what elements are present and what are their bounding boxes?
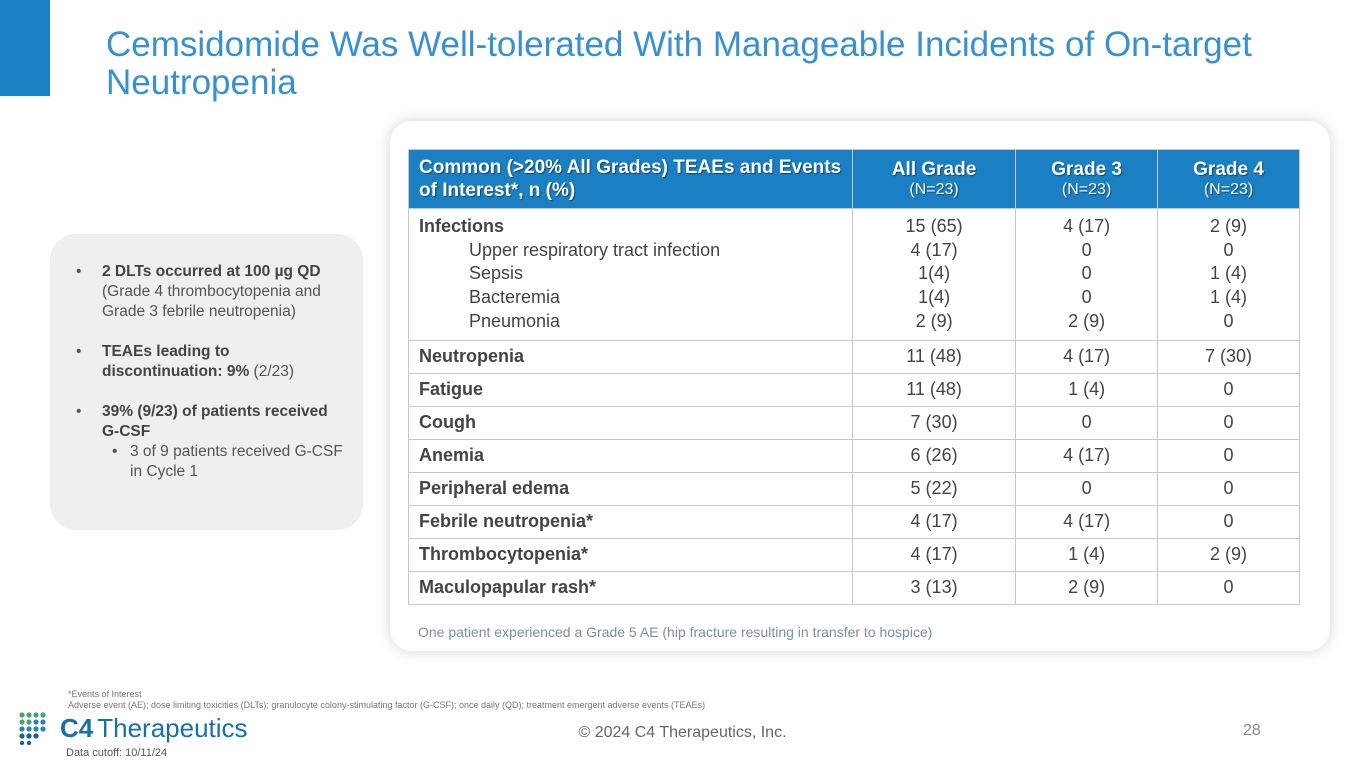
- cell-all-grade: 4 (17): [853, 538, 1016, 571]
- bullet-discontinuation: • TEAEs leading to discontinuation: 9% (2/23): [76, 343, 295, 380]
- header-grade-3-n: (N=23): [1061, 181, 1112, 198]
- slide-title: Cemsidomide Was Well-tolerated With Manageable Incidents of On-target Neutropenia: [106, 25, 1252, 102]
- events-of-interest-note: *Events of Interest: [68, 689, 142, 699]
- logo-c4-text: C4: [60, 712, 94, 743]
- abbreviations-note: Adverse event (AE); dose limiting toxicities (DLTs); granulocyte colony-stimulating factor (G-CSF); once daily (QD); treatment emergent adverse events (TEAEs): [68, 700, 706, 710]
- header-all-grade-n: (N=23): [909, 181, 959, 198]
- cell-all-grade: 6 (26): [853, 439, 1016, 472]
- key-findings-box: [50, 234, 363, 530]
- header-grade-4-n: (N=23): [1203, 181, 1254, 198]
- infections-grade-3-cell: 4 (17) 0 0 0 2 (9): [1016, 209, 1158, 341]
- row-label: Maculopapular rash*: [409, 571, 853, 604]
- cell-grade-4: 0: [1158, 373, 1300, 406]
- table-row: [409, 439, 1300, 472]
- teae-table-card: [390, 121, 1330, 651]
- cell-grade-3: 0: [1016, 472, 1158, 505]
- cell-all-grade: 11 (48): [853, 373, 1016, 406]
- infections-label-cell: Infections Upper respiratory tract infection Sepsis Bacteremia Pneumonia: [409, 209, 853, 341]
- table-row: [409, 406, 1300, 439]
- bullet-dlts: • 2 DLTs occurred at 100 µg QD (Grade 4 thrombocytopenia and Grade 3 febrile neutropenia): [76, 263, 321, 320]
- table-row: [409, 538, 1300, 571]
- bullet-dlts-text: (Grade 4 thrombocytopenia and Grade 3 febrile neutropenia): [102, 283, 321, 320]
- row-label: Fatigue: [409, 373, 853, 406]
- table-row: [409, 571, 1300, 604]
- sub-bullet-gcsf-cycle1: • 3 of 9 patients received G-CSF in Cycle 1: [112, 443, 343, 480]
- cell-grade-3: 4 (17): [1016, 439, 1158, 472]
- cell-grade-4: 2 (9): [1158, 538, 1300, 571]
- sub-bullet-gcsf-text: 3 of 9 patients received G-CSF in Cycle 1: [130, 443, 343, 480]
- table-row: [409, 505, 1300, 538]
- infections-grade-4-cell: 2 (9) 0 1 (4) 1 (4) 0: [1158, 209, 1300, 341]
- cell-all-grade: 3 (13): [853, 571, 1016, 604]
- cell-all-grade: 11 (48): [853, 340, 1016, 373]
- data-cutoff: Data cutoff: 10/11/24: [66, 747, 168, 759]
- row-label: Anemia: [409, 439, 853, 472]
- cell-all-grade: 4 (17): [853, 505, 1016, 538]
- bullet-gcsf-bold: 39% (9/23) of patients received G-CSF: [102, 403, 328, 440]
- table-row: [409, 472, 1300, 505]
- grade-5-note: One patient experienced a Grade 5 AE (hip fracture resulting in transfer to hospice): [418, 624, 933, 640]
- table-row: [409, 340, 1300, 373]
- cell-grade-3: 0: [1016, 406, 1158, 439]
- header-all-grade: All Grade (N=23): [853, 150, 1016, 209]
- row-label: Febrile neutropenia*: [409, 505, 853, 538]
- teae-table: [408, 149, 1300, 605]
- table-header-row: [409, 150, 1300, 209]
- cell-grade-4: 0: [1158, 571, 1300, 604]
- footnote: [68, 689, 705, 711]
- accent-bar: [0, 0, 50, 96]
- cell-all-grade: 7 (30): [853, 406, 1016, 439]
- bullet-discontinuation-bold: TEAEs leading to discontinuation: 9%: [102, 343, 250, 380]
- cell-grade-4: 0: [1158, 472, 1300, 505]
- cell-grade-4: 0: [1158, 439, 1300, 472]
- cell-grade-3: 2 (9): [1016, 571, 1158, 604]
- row-label: Cough: [409, 406, 853, 439]
- copyright: © 2024 C4 Therapeutics, Inc.: [578, 724, 787, 741]
- cell-grade-3: 1 (4): [1016, 538, 1158, 571]
- cell-grade-4: 0: [1158, 505, 1300, 538]
- cell-grade-3: 1 (4): [1016, 373, 1158, 406]
- header-grade-3: Grade 3 (N=23): [1016, 150, 1158, 209]
- bullet-discontinuation-text: (2/23): [249, 363, 295, 380]
- row-label: Neutropenia: [409, 340, 853, 373]
- header-grade-4: Grade 4 (N=23): [1158, 150, 1300, 209]
- cell-all-grade: 5 (22): [853, 472, 1016, 505]
- bullet-dlts-bold: 2 DLTs occurred at 100 µg QD: [102, 263, 321, 280]
- header-event: Common (>20% All Grades) TEAEs and Events of Interest*, n (%): [409, 150, 853, 209]
- row-label: Thrombocytopenia*: [409, 538, 853, 571]
- table-row: [409, 373, 1300, 406]
- logo-company-text: Therapeutics: [97, 712, 248, 743]
- infections-all-grade-cell: 15 (65) 4 (17) 1(4) 1(4) 2 (9): [853, 209, 1016, 341]
- cell-grade-3: 4 (17): [1016, 340, 1158, 373]
- cell-grade-4: 0: [1158, 406, 1300, 439]
- bullet-gcsf: • 39% (9/23) of patients received G-CSF: [76, 402, 343, 442]
- table-row-infections: [409, 209, 1300, 341]
- cell-grade-3: 4 (17): [1016, 505, 1158, 538]
- row-label: Peripheral edema: [409, 472, 853, 505]
- cell-grade-4: 7 (30): [1158, 340, 1300, 373]
- page-number: 28: [1243, 722, 1261, 739]
